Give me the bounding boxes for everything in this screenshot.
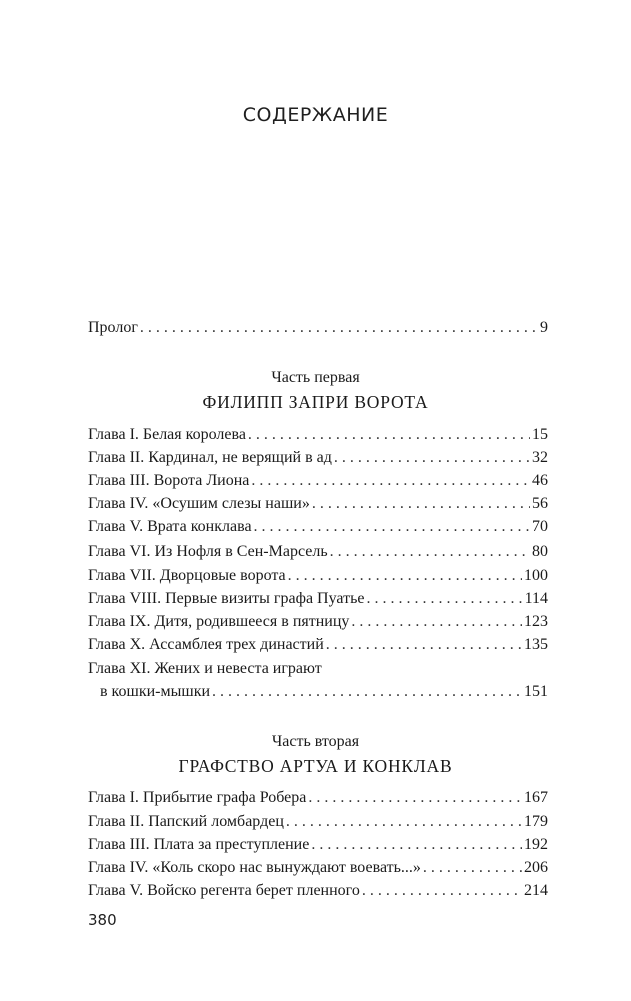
toc-entry-page: 80 [532, 543, 548, 560]
toc-entry [88, 858, 548, 878]
dot-leader [362, 881, 522, 901]
toc-entry-page: 46 [532, 472, 548, 489]
toc-entry [88, 448, 548, 468]
toc-entry-title: Глава IX. Дитя, родившееся в пятницу [88, 613, 350, 630]
part-title: ФИЛИПП ЗАПРИ ВОРОТА [202, 392, 429, 412]
toc-entry [88, 812, 548, 832]
toc-entry-title: Глава VII. Дворцовые ворота [88, 567, 286, 584]
toc-entry-title-continued: в кошки-мышки [100, 683, 211, 700]
dot-leader [326, 635, 522, 655]
toc-entry [88, 494, 548, 514]
toc-entry-page: 206 [524, 859, 548, 876]
toc-entry [88, 788, 548, 808]
toc-entry-title: Глава VIII. Первые визиты графа Пуатье [88, 590, 365, 607]
toc-entry [88, 471, 548, 491]
toc-entry-title: Глава I. Белая королева [88, 426, 246, 443]
dot-leader [312, 494, 530, 514]
toc-entry-title: Глава VI. Из Нофля в Сен-Марсель [88, 543, 328, 560]
toc-entry-title: Глава V. Войско регента берет пленного [88, 882, 360, 899]
dot-leader [140, 318, 538, 338]
toc-entry [88, 425, 548, 445]
toc-entry [88, 612, 548, 632]
toc-entry [88, 682, 548, 702]
toc-entry [88, 566, 548, 586]
dot-leader [334, 448, 530, 468]
toc-entry-title: Глава XI. Жених и невеста играют [88, 660, 322, 677]
dot-leader [351, 612, 522, 632]
toc-entry [88, 835, 548, 855]
toc-entry-page: 56 [532, 495, 548, 512]
toc-entry [88, 635, 548, 655]
toc-entry [88, 589, 548, 609]
toc-entry-title: Глава IV. «Коль скоро нас вынуждают воевать...» [88, 859, 421, 876]
toc-entry-page: 123 [524, 613, 548, 630]
part-label: Часть первая [271, 369, 360, 386]
toc-entry-page: 100 [524, 567, 548, 584]
dot-leader [308, 788, 522, 808]
toc-entry-title: Глава III. Плата за преступление [88, 836, 310, 853]
dot-leader [288, 566, 522, 586]
dot-leader [330, 542, 530, 562]
dot-leader [251, 471, 530, 491]
dot-leader [286, 812, 522, 832]
toc-entry-prologue [88, 318, 548, 338]
part-title: ГРАФСТВО АРТУА И КОНКЛАВ [178, 756, 453, 776]
dot-leader [311, 835, 522, 855]
page-number: 380 [88, 911, 117, 929]
toc-entry-page: 167 [524, 789, 548, 806]
toc-entry-page: 15 [532, 426, 548, 443]
toc-entry-page: 179 [524, 813, 548, 830]
toc-entry-title: Глава I. Прибытие графа Робера [88, 789, 307, 806]
dot-leader [248, 425, 530, 445]
toc-entry-page: 192 [524, 836, 548, 853]
page-title: СОДЕРЖАНИЕ [242, 104, 389, 126]
toc-entry-title: Глава II. Кардинал, не верящий в ад [88, 449, 332, 466]
toc-entry-page: 70 [532, 518, 548, 535]
toc-entry-title: Глава II. Папский ломбардец [88, 813, 284, 830]
toc-entry-page: 214 [524, 882, 548, 899]
toc-entry [88, 517, 548, 537]
dot-leader [423, 858, 522, 878]
toc-entry-page: 151 [524, 683, 548, 700]
dot-leader [366, 589, 522, 609]
toc-entry-title: Глава X. Ассамблея трех династий [88, 636, 324, 653]
toc-entry [88, 542, 548, 562]
toc-entry-title: Пролог [88, 319, 138, 336]
toc-entry-title: Глава III. Ворота Лиона [88, 472, 250, 489]
toc-entry-title: Глава IV. «Осушим слезы наши» [88, 495, 310, 512]
toc-entry-title: Глава V. Врата конклава [88, 518, 252, 535]
toc-entry-page: 114 [524, 590, 548, 607]
toc-entry [88, 881, 548, 901]
dot-leader [212, 682, 522, 702]
toc-entry-page: 9 [540, 319, 548, 336]
dot-leader [254, 517, 530, 537]
toc-entry-page: 135 [524, 636, 548, 653]
part-label: Часть вторая [271, 733, 360, 750]
toc-entry-page: 32 [532, 449, 548, 466]
